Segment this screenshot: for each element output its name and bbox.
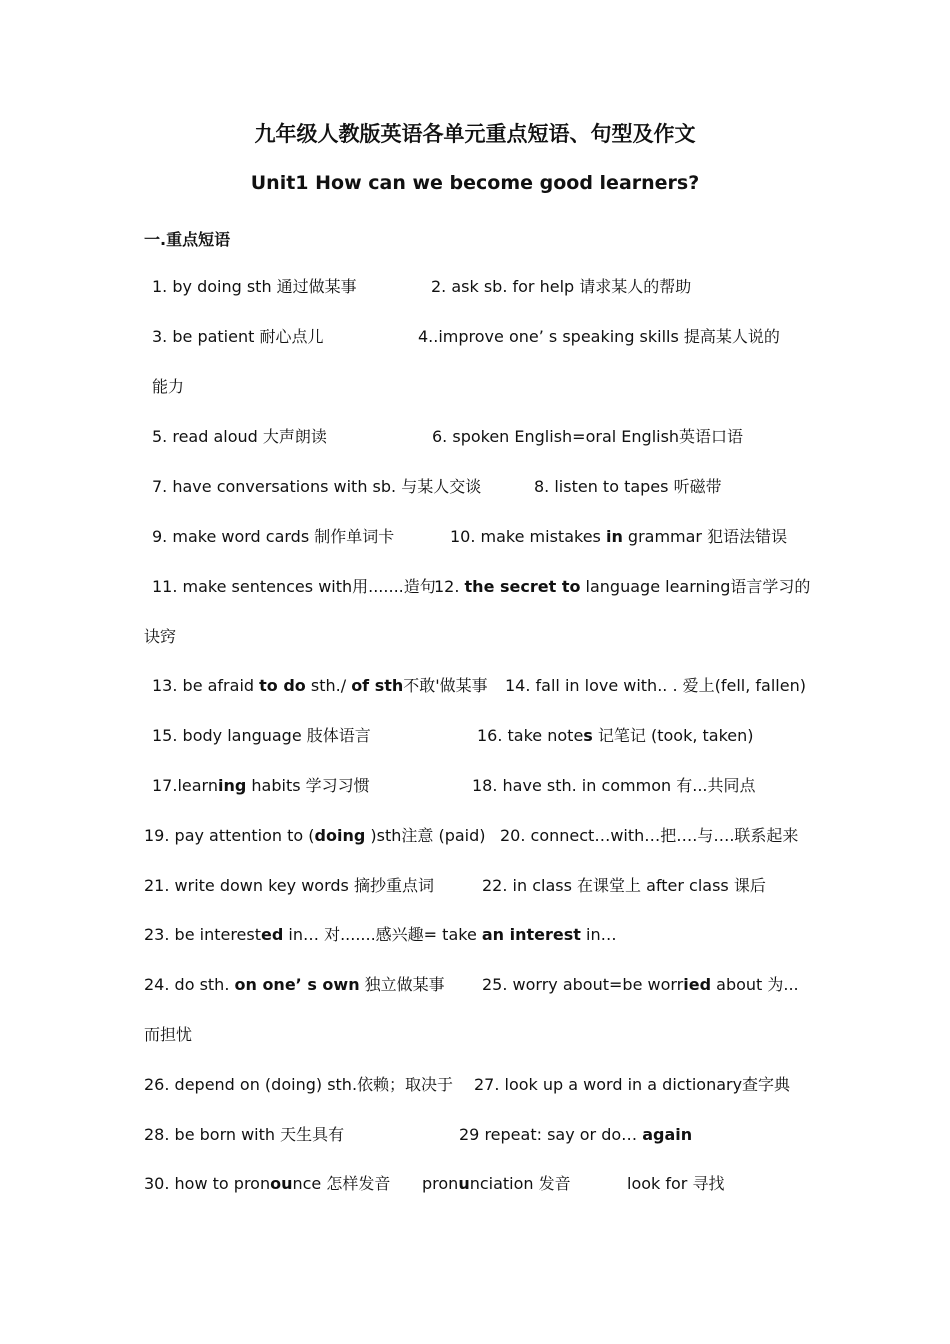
phrase-line — [152, 325, 780, 349]
phrase-item: 27. look up a word in a dictionary查字典 — [474, 1075, 791, 1094]
phrase-item: 8. listen to tapes 听磁带 — [534, 477, 722, 496]
phrase-item: 7. have conversations with sb. 与某人交谈 — [152, 477, 482, 496]
phrase-continuation: 而担忧 — [144, 1025, 193, 1044]
phrase-line — [144, 1123, 693, 1147]
phrase-item: 20. connect…with…把….与….联系起来 — [500, 826, 799, 845]
phrase-item: 17.learning habits 学习习惯 — [152, 776, 370, 795]
phrase-line — [152, 425, 744, 449]
phrase-line — [144, 1172, 725, 1196]
phrase-item: 10. make mistakes in grammar 犯语法错误 — [450, 527, 788, 546]
phrase-item: 1. by doing sth 通过做某事 — [152, 277, 357, 296]
phrase-item: 5. read aloud 大声朗读 — [152, 427, 327, 446]
phrase-continuation: 诀窍 — [144, 627, 177, 646]
phrase-item: 29 repeat: say or do… again — [459, 1125, 693, 1144]
phrase-line — [144, 973, 799, 997]
phrase-item: 18. have sth. in common 有...共同点 — [472, 776, 756, 795]
phrase-item: 30. how to pronounce 怎样发音 — [144, 1174, 391, 1193]
phrase-line — [152, 674, 806, 698]
document-title: 九年级人教版英语各单元重点短语、句型及作文 — [254, 122, 696, 146]
phrase-line — [152, 774, 756, 798]
phrase-line — [144, 824, 799, 848]
phrase-item: 19. pay attention to (doing )sth注意 (paid) — [144, 826, 486, 845]
section-heading: 一.重点短语 — [144, 230, 231, 249]
phrase-item: 22. in class 在课堂上 after class 课后 — [482, 876, 766, 895]
phrase-item: 15. body language 肢体语言 — [152, 726, 371, 745]
phrase-line — [144, 923, 617, 947]
phrase-item: look for 寻找 — [627, 1174, 725, 1193]
phrase-item: 25. worry about=be worried about 为... — [482, 975, 799, 994]
phrase-line — [152, 575, 811, 599]
phrase-item: 16. take notes 记笔记 (took, taken) — [477, 726, 754, 745]
phrase-item: 6. spoken English=oral English英语口语 — [432, 427, 744, 446]
phrase-item: 2. ask sb. for help 请求某人的帮助 — [431, 277, 692, 296]
phrase-item: 24. do sth. on one’ s own 独立做某事 — [144, 975, 445, 994]
phrase-item: 14. fall in love with.. . 爱上(fell, fallen) — [505, 676, 806, 695]
phrase-line — [152, 525, 788, 549]
phrase-item: 13. be afraid to do sth./ of sth不敢'做某事 — [152, 676, 488, 695]
phrase-item: pronunciation 发音 — [422, 1174, 571, 1193]
phrase-item: 11. make sentences with用.......造句 — [152, 577, 436, 596]
unit-title: Unit1 How can we become good learners? — [250, 172, 700, 194]
phrase-item: 9. make word cards 制作单词卡 — [152, 527, 395, 546]
phrase-item: 28. be born with 天生具有 — [144, 1125, 345, 1144]
phrase-item: 21. write down key words 摘抄重点词 — [144, 876, 434, 895]
phrase-line — [152, 724, 754, 748]
phrase-line — [152, 275, 692, 299]
phrase-item: 26. depend on (doing) sth.依赖；取决于 — [144, 1075, 454, 1094]
phrase-item: 23. be interested in… 对.......感兴趣= take an interest in… — [144, 925, 617, 944]
phrase-continuation: 能力 — [152, 377, 185, 396]
phrase-line — [144, 1073, 791, 1097]
phrase-line — [152, 475, 722, 499]
phrase-line — [144, 874, 766, 898]
phrase-item: 3. be patient 耐心点儿 — [152, 327, 324, 346]
phrase-item: 12. the secret to language learning语言学习的 — [434, 577, 811, 596]
phrase-item: 4..improve one’ s speaking skills 提高某人说的 — [418, 327, 780, 346]
